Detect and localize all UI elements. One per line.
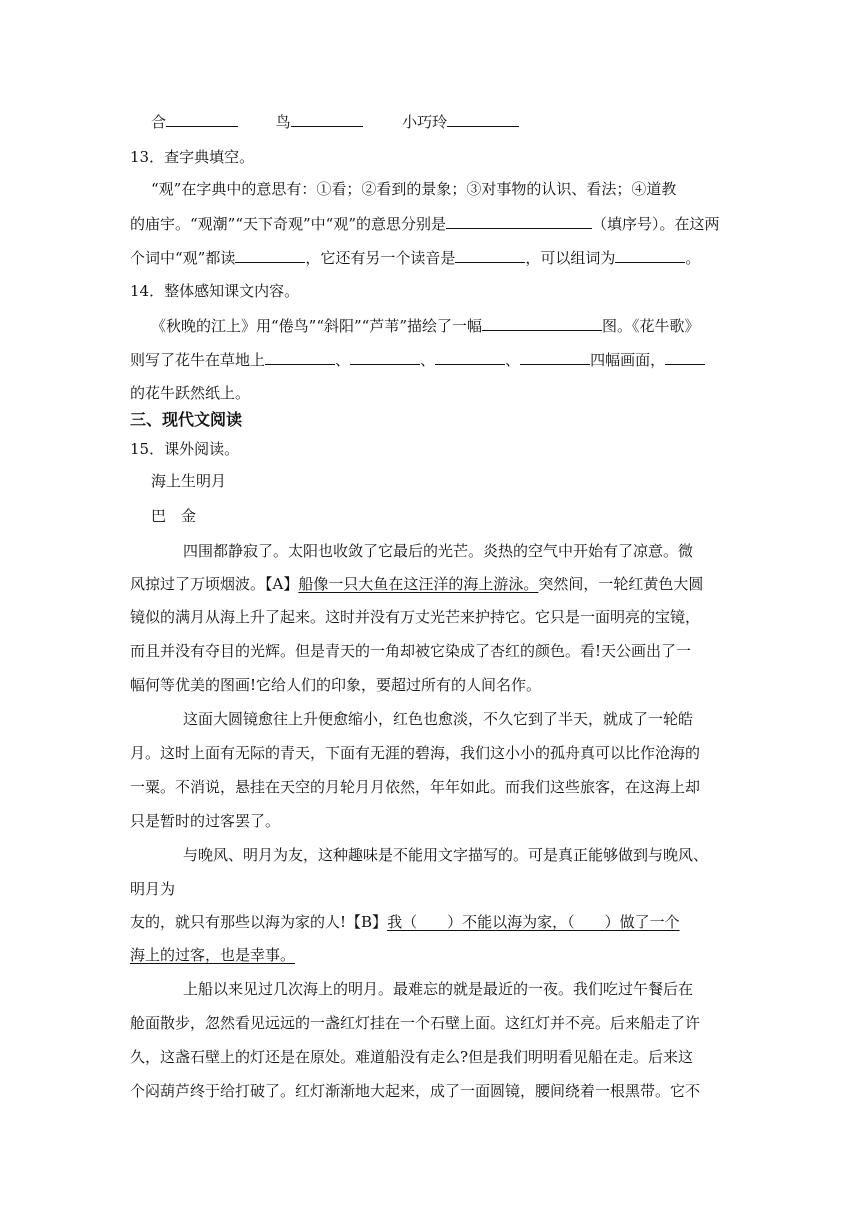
q13-line-3-text-b: ，它还有另一个读音是 xyxy=(305,249,456,267)
paragraph-line: 而且并没有夺目的光辉。但是青天的一角却被它染成了杏红的颜色。看!天公画出了一 xyxy=(130,642,692,660)
q13-line-2-text-a: 的庙宇。“观潮”“天下奇观”中“观”的意思分别是 xyxy=(130,215,447,233)
paragraph-line: 这面大圆镜愈往上升便愈缩小，红色也愈淡，不久它到了半天，就成了一轮皓 xyxy=(183,710,694,728)
paragraph-line: 久，这盏石壁上的灯还是在原处。难道船没有走么?但是我们明明看见船在走。后来这 xyxy=(130,1048,694,1066)
answer-blank[interactable] xyxy=(482,314,602,331)
paragraph-line: 镜似的满月从海上升了起来。这时并没有万丈光芒来护持它。它只是一面明亮的宝镜， xyxy=(130,608,701,626)
paragraph-line: 上船以来见过几次海上的明月。最难忘的就是最近的一夜。我们吃过午餐后在 xyxy=(183,980,694,998)
fill-item-1: 合 xyxy=(151,113,167,131)
paragraph-line xyxy=(130,573,703,595)
separator: 、 xyxy=(335,351,351,369)
underlined-sentence-a: 船像一只大鱼在这汪洋的海上游泳。 xyxy=(298,575,539,593)
fill-row xyxy=(151,110,519,133)
q13-line-1: “观”在字典中的意思有：①看；②看到的景象；③对事物的认识、看法；④道教 xyxy=(151,180,677,198)
answer-blank[interactable] xyxy=(665,348,705,365)
paragraph-line xyxy=(130,944,295,966)
q14-line-3: 的花牛跃然纸上。 xyxy=(130,384,251,402)
answer-blank[interactable] xyxy=(166,110,238,127)
answer-blank[interactable] xyxy=(235,246,305,263)
paragraph-line: 与晚风、明月为友，这种趣味是不能用文字描写的。可是真正能够做到与晚风、 xyxy=(183,846,709,864)
answer-blank[interactable] xyxy=(265,348,335,365)
paragraph-line: 幅何等优美的图画!它给人们的印象，要超过所有的人间名作。 xyxy=(130,676,542,694)
q13-line-3-text-c: ，可以组词为 xyxy=(525,249,616,267)
q13-line-3-text-d: 。 xyxy=(685,249,701,267)
q13-line-2 xyxy=(130,212,720,235)
answer-blank[interactable] xyxy=(291,110,363,127)
q13-line-3-text-a: 个词中“观”都读 xyxy=(130,249,236,267)
q14-line-1-text-a: 《秋晚的江上》用“倦鸟”“斜阳”“芦苇”描绘了一幅 xyxy=(151,317,483,335)
separator: 、 xyxy=(420,351,436,369)
paragraph-line: 四围都静寂了。太阳也收敛了它最后的光芒。炎热的空气中开始有了凉意。微 xyxy=(183,542,694,560)
underlined-sentence-b: 我（ ）不能以海为家，（ ）做了一个 xyxy=(387,913,680,931)
paragraph-line: 舱面散步，忽然看见远远的一盏红灯挂在一个石壁上面。这红灯并不亮。后来船走了许 xyxy=(130,1014,701,1032)
answer-blank[interactable] xyxy=(520,348,590,365)
paragraph-line: 明月为 xyxy=(130,880,176,898)
fill-item-2: 鸟 xyxy=(275,113,291,131)
paragraph-line: 只是暂时的过客罢了。 xyxy=(130,812,281,830)
text-segment: 风掠过了万顷烟波。【A】 xyxy=(130,575,299,593)
q14-line-2 xyxy=(130,348,705,371)
separator: 、 xyxy=(505,351,521,369)
question-15-title: 15．课外阅读。 xyxy=(130,440,240,458)
underlined-sentence-b-cont: 海上的过客，也是幸事。 xyxy=(130,946,296,964)
paragraph-line: 一粟。不消说，悬挂在天空的月轮月月依然，年年如此。而我们这些旅客，在这海上却 xyxy=(130,778,701,796)
q13-line-2-text-b: （填序号）。在这两 xyxy=(592,215,720,233)
section-title: 三、现代文阅读 xyxy=(130,410,243,429)
question-14-title: 14．整体感知课文内容。 xyxy=(130,282,300,300)
q13-line-3 xyxy=(130,246,700,269)
paragraph-line: 月。这时上面有无际的青天，下面有无涯的碧海，我们这小小的孤舟真可以比作沧海的 xyxy=(130,744,701,762)
article-title: 海上生明月 xyxy=(151,472,227,490)
fill-item-3: 小巧玲 xyxy=(402,113,448,131)
answer-blank[interactable] xyxy=(350,348,420,365)
paragraph-line xyxy=(130,911,680,933)
answer-blank[interactable] xyxy=(447,110,519,127)
q14-line-2-text-b: 四幅画面， xyxy=(590,351,666,369)
answer-blank[interactable] xyxy=(455,246,525,263)
paragraph-line: 个闷葫芦终于给打破了。红灯渐渐地大起来，成了一面圆镜，腰间绕着一根黑带。它不 xyxy=(130,1082,701,1100)
q14-line-1 xyxy=(151,314,700,337)
question-13-title: 13．查字典填空。 xyxy=(130,148,255,166)
article-author: 巴 金 xyxy=(151,507,197,525)
q14-line-1-text-b: 图。《花牛歌》 xyxy=(602,317,700,335)
text-segment: 友的，就只有那些以海为家的人!【B】 xyxy=(130,913,388,931)
q14-line-2-text-a: 则写了花牛在草地上 xyxy=(130,351,266,369)
text-segment: 突然间，一轮红黄色大圆 xyxy=(538,575,704,593)
answer-blank[interactable] xyxy=(435,348,505,365)
answer-blank[interactable] xyxy=(615,246,685,263)
answer-blank[interactable] xyxy=(446,212,592,229)
